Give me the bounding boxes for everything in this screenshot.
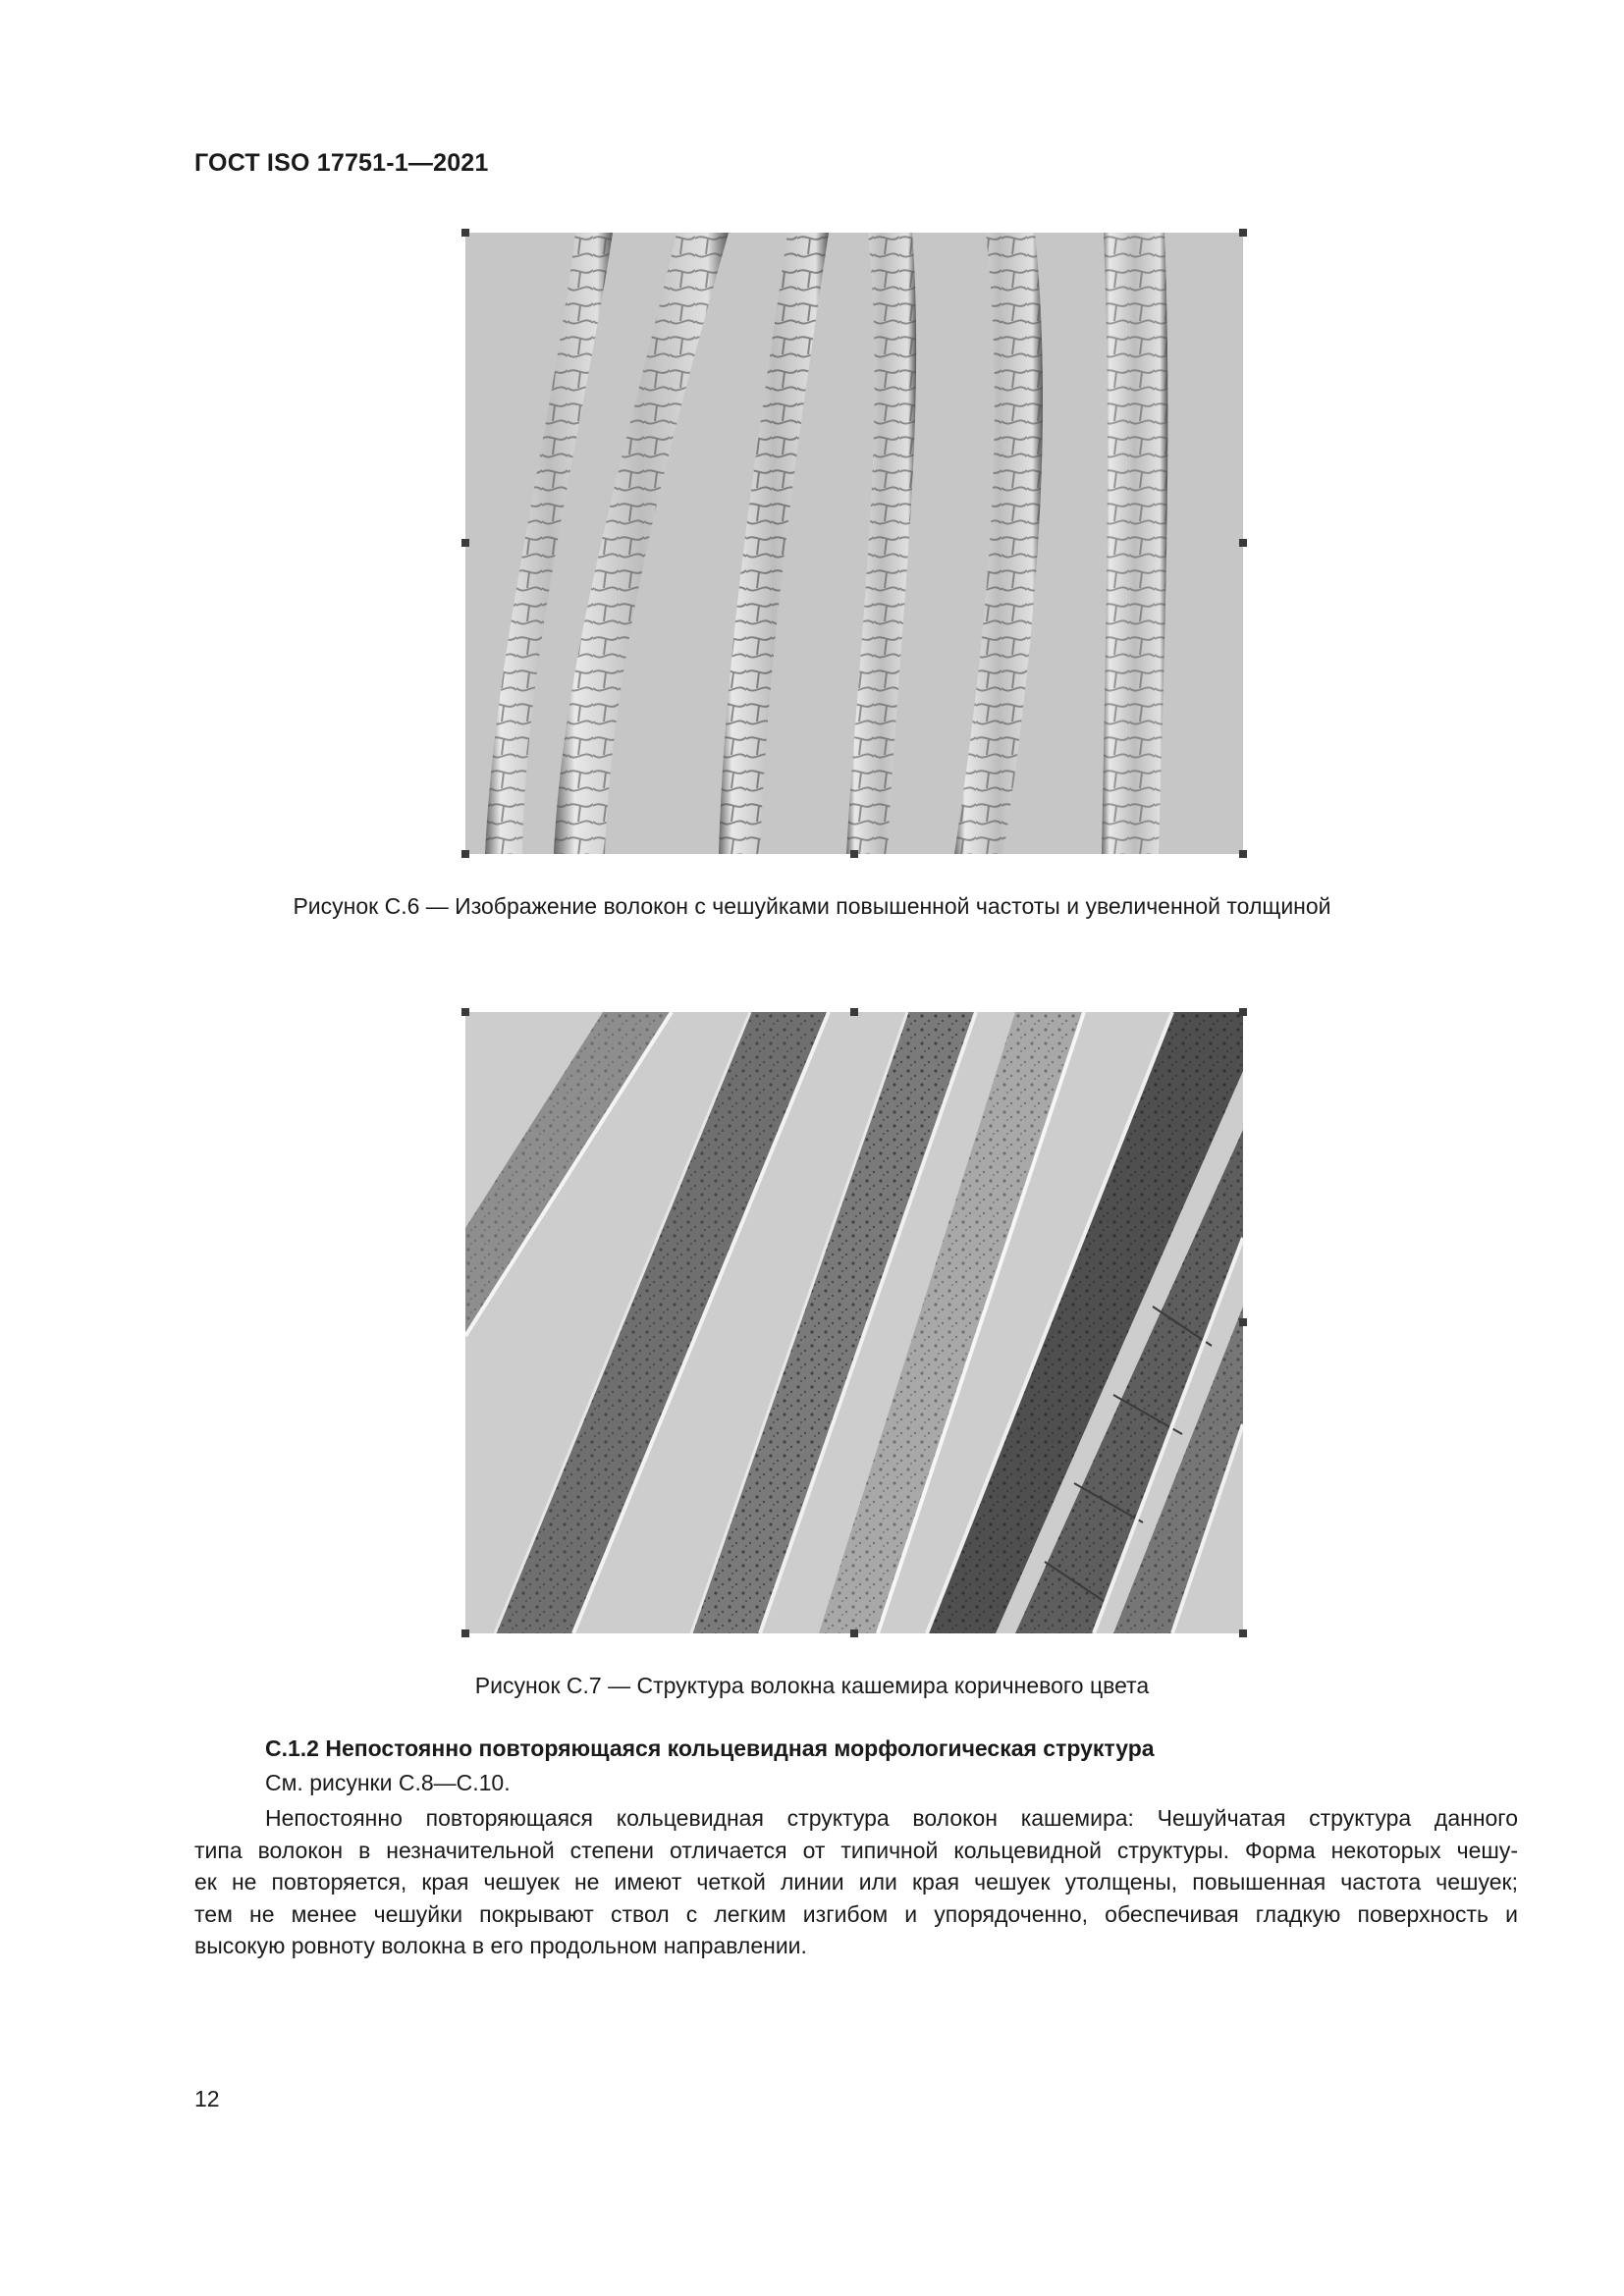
- figure-c6-micrograph: [465, 233, 1243, 854]
- paragraph-line: тем не менее чешуйки покрывают ствол с легким изгибом и упорядоченно, обеспечивая гладкую поверхность и: [194, 1900, 1518, 1927]
- figure-c7-caption: Рисунок С.7 — Структура волокна кашемира коричневого цвета: [474, 1673, 1150, 1698]
- fibre-scales-illustration: [465, 233, 1243, 854]
- paragraph-line: Непостоянно повторяющаяся кольцевидная структура волокон кашемира: Чешуйчатая структура данного: [265, 1805, 1518, 1831]
- section-heading: С.1.2 Непостоянно повторяющаяся кольцевидная морфологическая структура: [265, 1735, 1155, 1761]
- page-number: 12: [194, 2086, 220, 2111]
- figure-c7-micrograph: [465, 1012, 1243, 1633]
- paragraph-line: типа волокон в незначительной степени отличается от типичной кольцевидной структуры. Форма некоторых чешу-: [194, 1837, 1518, 1863]
- figure-c6-caption: Рисунок С.6 — Изображение волокон с чешуйками повышенной частоты и увеличенной толщиной: [293, 893, 1331, 919]
- body-paragraph: [194, 1802, 1518, 1962]
- paragraph-line: ек не повторяется, края чешуек не имеют четкой линии или края чешуек утолщены, повышенная частота чешуек;: [194, 1869, 1518, 1895]
- figure-reference: См. рисунки С.8—С.10.: [265, 1770, 511, 1795]
- fibre-6: [1102, 233, 1167, 854]
- paragraph-line: высокую ровноту волокна в его продольном направлении.: [194, 1933, 807, 1958]
- brown-cashmere-fibres-illustration: [465, 1012, 1243, 1633]
- document-header: ГОСТ ISO 17751-1—2021: [194, 149, 489, 177]
